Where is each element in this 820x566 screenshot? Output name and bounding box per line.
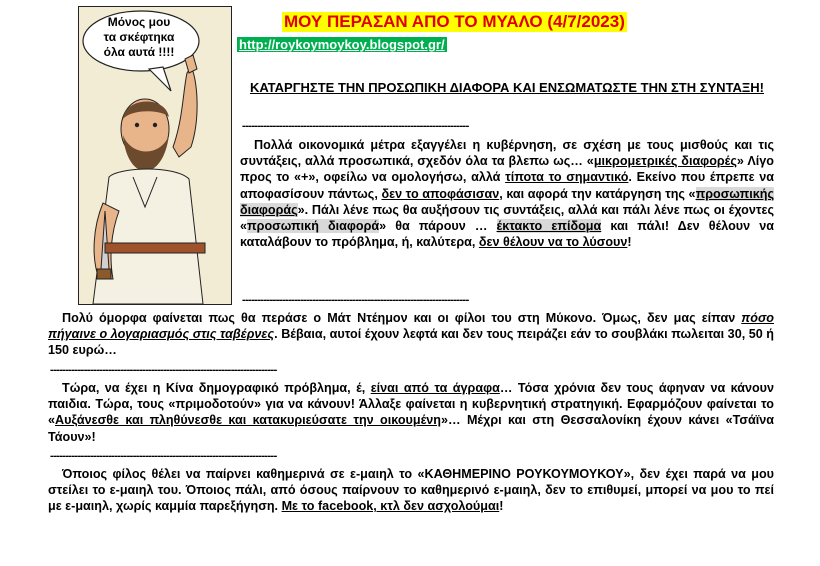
paragraph-mykonos: Πολύ όμορφα φαίνεται πως θα περάσε ο Μάτ Ντέημον και οι φίλοι του στη Μύκονο. Όμως, δεν μας είπαν πόσο πήγαινε ο λογαριασμός στις ταβέρνες. Βέβαια, αυτοί έχουν λεφτά και δεν τους πειράζει εάν το σουβλάκι πωλειται 30, 50 ή 150 ευρώ… — [48, 311, 774, 358]
paragraph-email-subscription: Όποιος φίλος θέλει να παίρνει καθημερινά σε ε-μαιηλ το «ΚΑΘΗΜΕΡΙΝΟ ΡΟΥΚΟΥΜΟΥΚΟΥ», δεν έχει παρά να μου στείλει το ε-μαιηλ του. Όποιος πάλι, από όσους παίρνουν το καθημερινό ε-μαιηλ, δεν το επιθυμεί, μπορεί να μου το πεί με ε-μαιηλ, χωρίς καμμία παρεξήγηση. Με το facebook, κτλ δεν ασχολούμαι! — [48, 467, 774, 514]
paragraph-china: Τώρα, να έχει η Κίνα δημογραφικό πρόβλημα, έ, είναι από τα άγραφα… Τόσα χρόνια δεν τους άφηναν να κάνουν παιδια. Τώρα, τους «πριμοδοτούν» για να κάνουν! Άλλαξε φαίνεται η κυβερνητική στρατηγική. Εφαρμόζουν φαίνεται το «Αυξάνεσθε και πληθύνεσθε και κατακυριεύσατε την οικουμένη»… Μέχρι και στη Θεσσαλονίκη έχουν κάνει «Τσάϊνα Τάουν»! — [48, 381, 775, 444]
speech-bubble-text: Μόνος μου τα σκέφτηκα όλα αυτά !!!! — [103, 15, 175, 59]
article-headline: ΚΑΤΑΡΓΗΣΤΕ ΤΗΝ ΠΡΟΣΩΠΙΚΗ ΔΙΑΦΟΡΑ ΚΑΙ ΕΝΣΩΜΑΤΩΣΤΕ ΤΗΝ ΣΤΗ ΣΥΝΤΑΞΗ! — [249, 80, 765, 95]
separator-line: -------------------------------------------------------------------------- — [50, 364, 277, 376]
blog-link[interactable]: http://roykoymoykoy.blogspot.gr/ — [239, 37, 445, 52]
separator-line: -------------------------------------------------------------------------- — [50, 450, 277, 462]
separator-line: -------------------------------------------------------------------------- — [242, 294, 469, 306]
separator-line: -------------------------------------------------------------------------- — [242, 120, 469, 132]
cartoon-illustration — [78, 6, 232, 305]
paragraph-personal-difference: Πολλά οικονομικά μέτρα εξαγγέλει η κυβέρνηση, σε σχέση με τους μισθούς και τις συντάξεις, αλλά προσωπικά, σχεδόν όλα τα βλεπω ως… «μικρομετρικές διαφορές» Λίγο προς το «+», οφείλω να ομολογήσω, αλλά τίποτα το σημαντικό. Εκείνο που έπρεπε να αποφασίσουν πάντως, δεν το αποφάσισαν, και αφορά την κατάργηση της «προσωπικής διαφοράς». Πάλι λένε πως θα αυξήσουν τις συντάξεις, αλλά και πάλι λένε πως οι έχοντες «προσωπική διαφορά» θα πάρουν … έκτακτο επίδομα και πάλι! Δεν θέλουν να καταλάβουν το πρόβλημα, ή, καλύτερα, δεν θέλουν να το λύσουν! — [240, 138, 775, 250]
page-title: ΜΟΥ ΠΕΡΑΣΑΝ ΑΠΟ ΤΟ ΜΥΑΛΟ (4/7/2023) — [284, 12, 625, 31]
